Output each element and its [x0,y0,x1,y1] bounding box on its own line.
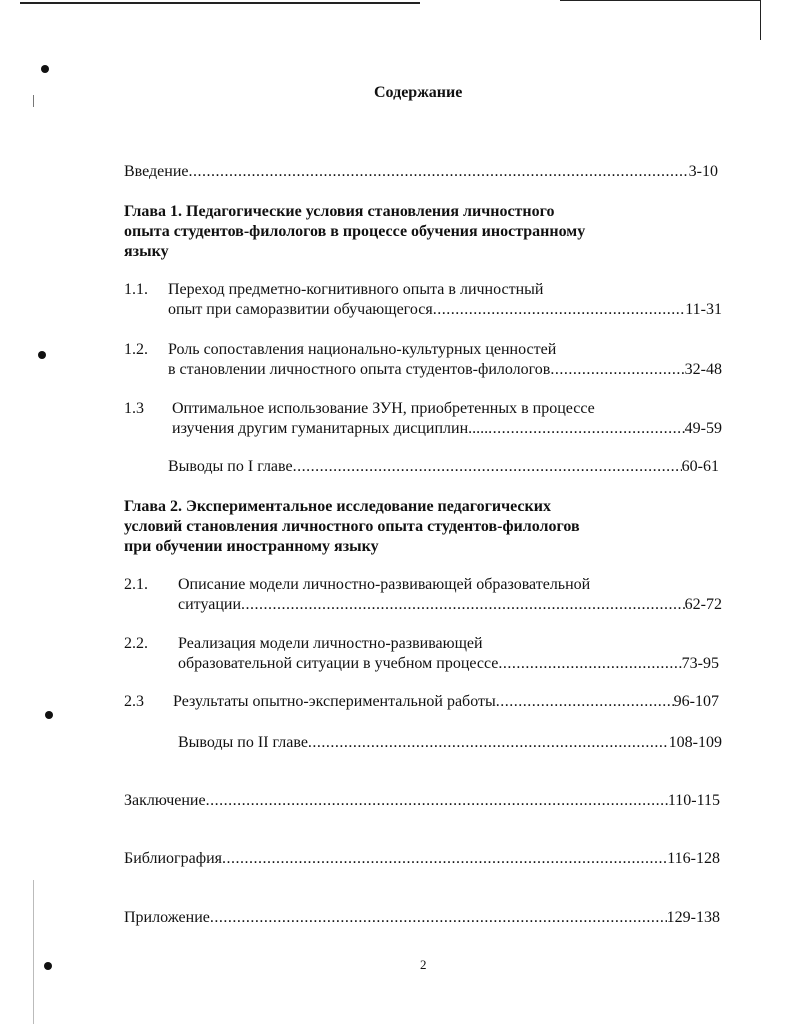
section-number: 1.2. [124,341,148,358]
toc-entry-1-3[interactable] [172,419,722,439]
scan-edge-top [20,2,420,4]
toc-entry-conclusion[interactable] [124,791,720,811]
punch-hole-mark [41,65,49,73]
toc-pages: 73-95 [681,655,719,672]
toc-label: Выводы по I главе [168,458,293,475]
section-number: 2.1. [124,576,148,593]
toc-leader [496,692,674,712]
toc-label: Библиография [124,850,222,867]
section-title-line1: Описание модели личностно-развивающей образовательной [178,576,591,593]
toc-label: образовательной ситуации в учебном процессе [178,655,499,672]
toc-label: опыт при саморазвитии обучающегося [168,301,433,318]
scan-edge-left [33,95,34,107]
toc-leader [222,849,667,869]
toc-entry-1-1[interactable] [168,300,722,320]
toc-pages: 116-128 [667,850,720,867]
toc-label: в становлении личностного опыта студентов-филологов [168,361,551,378]
toc-leader [308,733,669,753]
toc-entry-appendix[interactable] [124,908,720,928]
toc-leader [488,419,685,439]
toc-pages: 60-61 [681,458,719,475]
toc-leader [210,908,667,928]
toc-entry-chapter2-conclusions[interactable] [178,733,722,753]
toc-leader [550,360,684,380]
toc-label: Введение [124,163,189,180]
section-number: 2.2. [124,635,148,652]
section-title-line1: Роль сопоставления национально-культурных ценностей [168,341,557,358]
page-title: Содержание [374,84,463,101]
toc-entry-2-3[interactable] [173,692,719,712]
toc-pages: 108-109 [668,734,722,751]
toc-label: Заключение [124,792,206,809]
chapter2-heading-line2: условий становления личностного опыта студентов-филологов [124,518,580,535]
chapter1-heading-line1: Глава 1. Педагогические условия становления личностного [124,203,555,220]
section-title-line1: Реализация модели личностно-развивающей [178,635,483,652]
toc-leader [498,654,681,674]
toc-leader [241,595,685,615]
toc-leader [206,791,668,811]
toc-entry-1-2[interactable] [168,360,722,380]
section-number: 1.1. [124,281,148,298]
chapter1-heading-line2: опыта студентов-филологов в процессе обучения иностранному [124,223,586,240]
chapter2-heading-line1: Глава 2. Экспериментальное исследование педагогических [124,498,551,515]
chapter2-heading-line3: при обучении иностранному языку [124,538,379,555]
toc-label: Приложение [124,909,210,926]
section-title-line1: Переход предметно-когнитивного опыта в личностный [168,281,544,298]
section-number: 1.3 [124,400,144,417]
toc-pages: 49-59 [684,420,722,437]
page-number: 2 [420,957,427,972]
toc-pages: 110-115 [667,792,720,809]
toc-pages: 129-138 [666,909,720,926]
chapter1-heading-line3: языку [124,243,169,260]
toc-label: Результаты опытно-экспериментальной работы [173,693,496,710]
punch-hole-mark [38,351,46,359]
scan-edge-left-bottom [33,880,34,1024]
punch-hole-mark [44,962,52,970]
section-number: 2.3 [124,693,144,710]
toc-pages: 32-48 [684,361,722,378]
toc-pages: 3-10 [688,163,718,180]
toc-pages: 96-107 [673,693,719,710]
toc-entry-2-2[interactable] [178,654,719,674]
toc-entry-bibliography[interactable] [124,849,720,869]
toc-label: Выводы по II главе [178,734,308,751]
toc-entry-2-1[interactable] [178,595,722,615]
section-title-line1: Оптимальное использование ЗУН, приобретенных в процессе [172,400,595,417]
toc-leader [189,162,689,182]
toc-pages: 11-31 [685,301,722,318]
toc-label: ситуации [178,596,242,613]
toc-leader [433,300,686,320]
toc-pages: 62-72 [684,596,722,613]
toc-label: изучения другим гуманитарных дисциплин..... [172,420,489,437]
scan-edge-top-right [560,0,760,1]
toc-entry-chapter1-conclusions[interactable] [168,457,719,477]
toc-leader [293,457,682,477]
punch-hole-mark [45,711,53,719]
toc-entry-introduction[interactable] [124,162,718,182]
scan-edge-right [760,0,761,40]
